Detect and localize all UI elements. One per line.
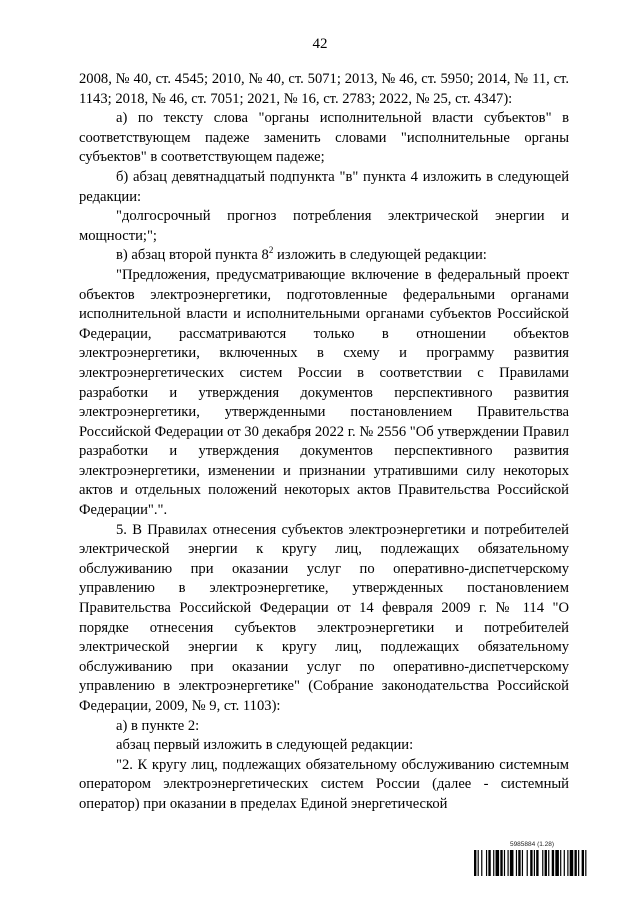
barcode-bar	[555, 850, 559, 876]
barcode-bar	[534, 850, 535, 876]
barcode-bar	[474, 850, 476, 876]
paragraph-text: в) абзац второй пункта 8	[116, 247, 269, 264]
paragraph-first-abzac	[79, 736, 569, 756]
barcode-bar	[481, 850, 482, 876]
barcode-bar	[552, 850, 554, 876]
barcode-bar	[548, 850, 549, 876]
paragraph-text-after: изложить в следующей редакции:	[273, 247, 487, 264]
barcode-bar	[496, 850, 500, 876]
barcode-bar	[536, 850, 538, 876]
barcode-bar	[585, 850, 586, 876]
paragraph-text: а) по тексту слова "органы исполнительной власти субъектов" в соответствующем падеже заменить словами "исполнительные органы субъектов" в соответствующем падеже;	[79, 110, 569, 166]
barcode-bar	[582, 850, 584, 876]
paragraph-quote-proposals	[79, 266, 569, 521]
paragraph-quote-forecast	[79, 207, 569, 246]
barcode-bar	[560, 850, 561, 876]
paragraph-item-b	[79, 168, 569, 207]
paragraph-text: 2008, № 40, ст. 4545; 2010, № 40, ст. 5071; 2013, № 46, ст. 5950; 2014, № 11, ст. 1143; 2018, № 46, ст. 7051; 2021, № 16, ст. 2783; 2022, № 25, ст. 4347):	[79, 71, 569, 107]
paragraph-item-v	[79, 246, 569, 266]
superscript: 2	[268, 245, 274, 256]
document-code: 5985884 (1.28)	[509, 841, 555, 848]
barcode-bar	[510, 850, 514, 876]
barcode-bar	[574, 850, 576, 876]
paragraph-text: "долгосрочный прогноз потребления электрической энергии и мощности;";	[79, 208, 569, 244]
paragraph-text: "Предложения, предусматривающие включение в федеральный проект объектов электроэнергетики, подготовленные федеральными органами исполнительной власти и исполнительными органами субъектов Российской Федерации, рассматриваются только в отношении объектов электроэнергетики, включенных в схему и программу развития электроэнергетических систем России в соответствии с Правилами разработки и утверждения документов перспективного развития электроэнергетики, утвержденными постановлением Правительства Российской Федерации от 30 декабря 2022 г. № 2556 "Об утверждении Правил разработки и утверждения документов перспективного развития электроэнергетики, изменении и признании утратившими силу некоторых актов и отдельных положений некоторых актов Правительства Российской Федерации".".	[79, 266, 569, 519]
paragraph-citation-continuation	[79, 70, 569, 109]
barcode-bar	[527, 850, 528, 876]
barcode-bar	[507, 850, 508, 876]
paragraph-text: а) в пункте 2:	[116, 717, 200, 734]
paragraph-item-a	[79, 109, 569, 168]
barcode-bar	[522, 850, 523, 876]
paragraph-text: абзац первый изложить в следующей редакции:	[116, 737, 414, 754]
paragraph-text: 5. В Правилах отнесения субъектов электроэнергетики и потребителей электрической энергии к кругу лиц, подлежащих обязательному обслуживанию при оказании услуг по оперативно-диспетчерскому управлению в электроэнергетике, утвержденных постановлением Правительства Российской Федерации от 14 февраля 2009 г. № 114 "О порядке отнесения субъектов электроэнергетики и потребителей электрической энергии к кругу лиц, подлежащих обязательному обслуживанию при оказании услуг по оперативно-диспетчерскому управлению в электроэнергетике" (Собрание законодательства Российской Федерации, 2009, № 9, ст. 1103):	[79, 521, 569, 714]
barcode-image	[474, 850, 590, 876]
paragraph-item-5a	[79, 717, 569, 737]
page-number: 42	[312, 36, 328, 52]
barcode-bar	[486, 850, 487, 876]
body-text	[79, 70, 569, 815]
paragraph-text: "2. К кругу лиц, подлежащих обязательному обслуживанию системным оператором электроэнергетических систем России (далее - системный оператор) при оказании в пределах Единой энергетической	[79, 756, 569, 812]
paragraph-quote-clause-2	[79, 756, 569, 815]
barcode-bar	[578, 850, 579, 876]
paragraph-item-5	[79, 521, 569, 717]
barcode-bar	[518, 850, 520, 876]
barcode-bar	[570, 850, 574, 876]
barcode-bar	[564, 850, 565, 876]
barcode-bar	[545, 850, 547, 876]
barcode-bar	[488, 850, 490, 876]
barcode-bar	[500, 850, 502, 876]
barcode-bar	[478, 850, 479, 876]
barcode-bar	[542, 850, 543, 876]
barcode-bar	[493, 850, 494, 876]
barcode-bar	[567, 850, 568, 876]
barcode-bar	[516, 850, 517, 876]
paragraph-text: б) абзац девятнадцатый подпункта "в" пункта 4 изложить в следующей редакции:	[79, 168, 569, 205]
barcode-bar	[504, 850, 505, 876]
barcode-bar	[530, 850, 532, 876]
